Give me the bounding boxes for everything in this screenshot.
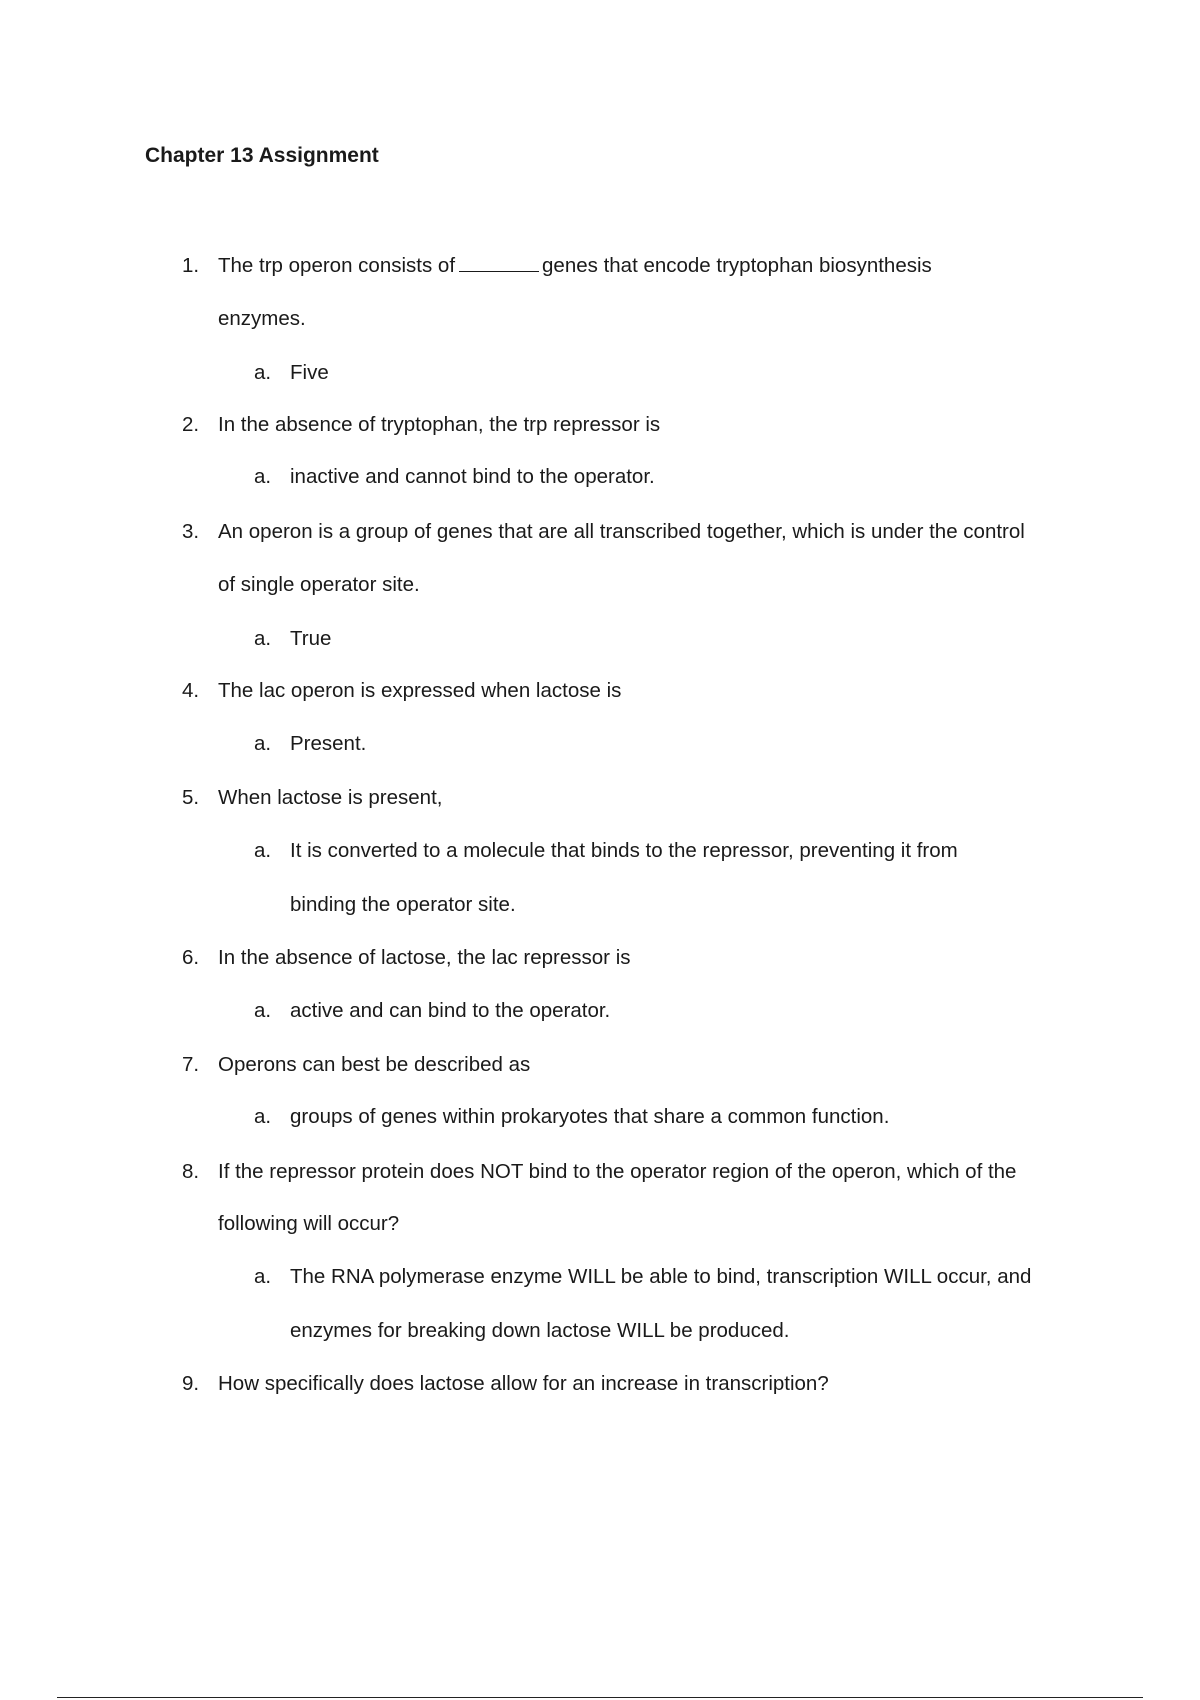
answer-text: groups of genes within prokaryotes that share a common function. <box>290 1105 890 1128</box>
answer-letter: a. <box>254 1105 272 1128</box>
question-number: 4. <box>182 679 200 702</box>
question-number: 2. <box>182 413 200 436</box>
question-text-after-blank: genes that encode tryptophan biosynthesis <box>542 254 932 277</box>
question-number: 6. <box>182 946 200 969</box>
question-number: 7. <box>182 1053 200 1076</box>
question-number: 8. <box>182 1160 200 1183</box>
answer-text: The RNA polymerase enzyme WILL be able to bind, transcription WILL occur, and <box>290 1265 1032 1288</box>
question-text: If the repressor protein does NOT bind to the operator region of the operon, which of the <box>218 1160 1017 1183</box>
answer-text: Five <box>290 361 329 384</box>
answer-letter: a. <box>254 465 272 488</box>
question-number: 9. <box>182 1372 200 1395</box>
question-text <box>218 253 932 279</box>
question-text: When lactose is present, <box>218 786 443 809</box>
question-number: 5. <box>182 786 200 809</box>
answer-text: inactive and cannot bind to the operator. <box>290 465 655 488</box>
question-number: 3. <box>182 520 200 543</box>
answer-text-continued: enzymes for breaking down lactose WILL be produced. <box>290 1319 790 1342</box>
question-text-continued: of single operator site. <box>218 573 420 596</box>
question-text-continued: following will occur? <box>218 1212 400 1235</box>
answer-letter: a. <box>254 361 272 384</box>
question-text: In the absence of lactose, the lac repressor is <box>218 946 631 969</box>
fill-in-blank <box>459 253 539 272</box>
footer-divider <box>57 1697 1143 1698</box>
question-text: In the absence of tryptophan, the trp repressor is <box>218 413 661 436</box>
answer-text: It is converted to a molecule that binds to the repressor, preventing it from <box>290 839 958 862</box>
page-title: Chapter 13 Assignment <box>145 144 379 167</box>
question-text: An operon is a group of genes that are all transcribed together, which is under the control <box>218 520 1025 543</box>
question-text: The lac operon is expressed when lactose is <box>218 679 622 702</box>
answer-letter: a. <box>254 839 272 862</box>
question-text: Operons can best be described as <box>218 1053 531 1076</box>
answer-text-continued: binding the operator site. <box>290 893 516 916</box>
question-text-before-blank: The trp operon consists of <box>218 254 456 277</box>
question-text: How specifically does lactose allow for an increase in transcription? <box>218 1372 829 1395</box>
answer-letter: a. <box>254 999 272 1022</box>
answer-text: Present. <box>290 732 367 755</box>
answer-text: True <box>290 627 332 650</box>
answer-text: active and can bind to the operator. <box>290 999 611 1022</box>
question-number: 1. <box>182 254 200 277</box>
answer-letter: a. <box>254 627 272 650</box>
question-text-continued: enzymes. <box>218 307 306 330</box>
answer-letter: a. <box>254 732 272 755</box>
answer-letter: a. <box>254 1265 272 1288</box>
